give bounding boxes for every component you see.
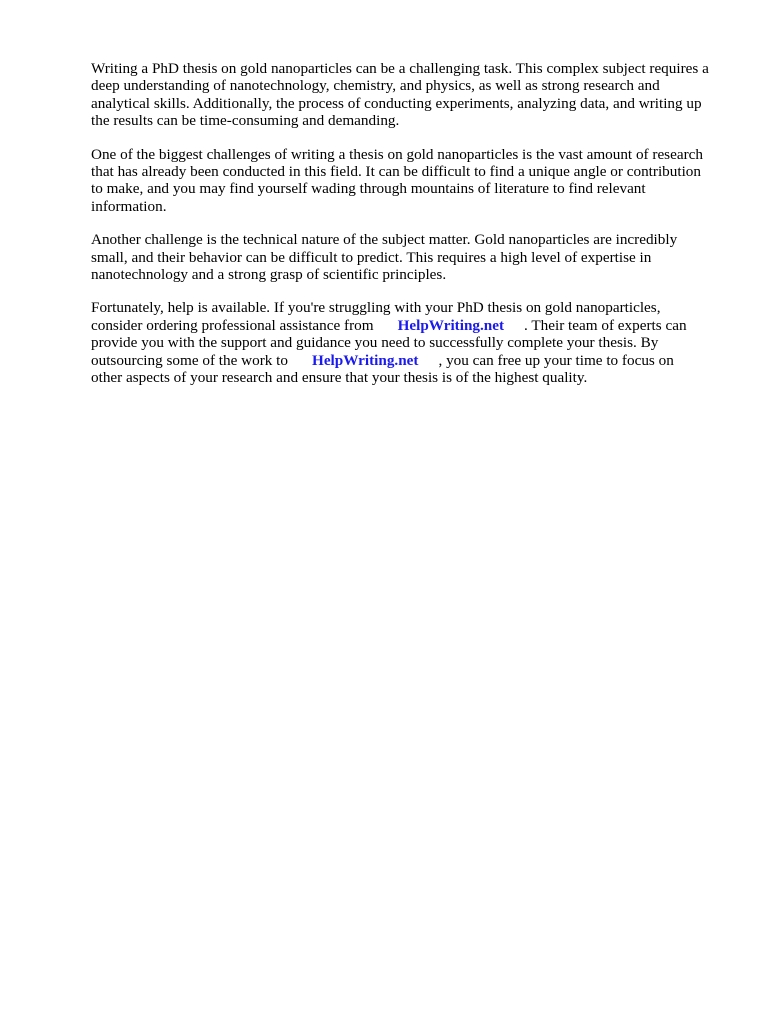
paragraph-intro xyxy=(91,60,731,130)
helpwriting-link[interactable]: HelpWriting.net xyxy=(397,316,505,334)
text-line xyxy=(91,317,731,334)
text-line: analytical skills. Additionally, the process of conducting experiments, analyzing data, and writing up xyxy=(91,94,702,112)
text-line: nanotechnology and a strong grasp of scientific principles. xyxy=(91,266,447,284)
helpwriting-link[interactable]: HelpWriting.net xyxy=(312,351,419,369)
text-line: Writing a PhD thesis on gold nanoparticles can be a challenging task. This complex subject requires a xyxy=(91,60,709,77)
text-line: One of the biggest challenges of writing a thesis on gold nanoparticles is the vast amount of research xyxy=(91,145,703,163)
text-line: provide you with the support and guidance you need to successfully complete your thesis. By xyxy=(91,334,659,352)
text-line: the results can be time-consuming and demanding. xyxy=(91,112,400,130)
text-line: Fortunately, help is available. If you're struggling with your PhD thesis on gold nanoparticles, xyxy=(91,299,661,317)
text-segment: , you can free up your time to focus on xyxy=(438,351,674,369)
text-line: deep understanding of nanotechnology, chemistry, and physics, as well as strong research and xyxy=(91,77,660,95)
text-segment: outsourcing some of the work to xyxy=(91,351,288,369)
paragraph-challenges xyxy=(91,146,731,216)
text-line: other aspects of your research and ensure that your thesis is of the highest quality. xyxy=(91,369,588,387)
text-segment: . Their team of experts can xyxy=(524,316,687,334)
text-line xyxy=(91,352,731,369)
document-page xyxy=(91,60,731,403)
text-line: to make, and you may find yourself wading through mountains of literature to find relevant xyxy=(91,180,646,198)
paragraph-technical xyxy=(91,231,731,283)
text-line: Another challenge is the technical nature of the subject matter. Gold nanoparticles are incredibly xyxy=(91,231,678,249)
text-segment: consider ordering professional assistance from xyxy=(91,316,374,334)
text-line: that has already been conducted in this field. It can be difficult to find a unique angle or contribution xyxy=(91,163,701,181)
text-line: information. xyxy=(91,197,167,215)
paragraph-help xyxy=(91,299,731,386)
text-line: small, and their behavior can be difficult to predict. This requires a high level of expertise in xyxy=(91,248,652,266)
